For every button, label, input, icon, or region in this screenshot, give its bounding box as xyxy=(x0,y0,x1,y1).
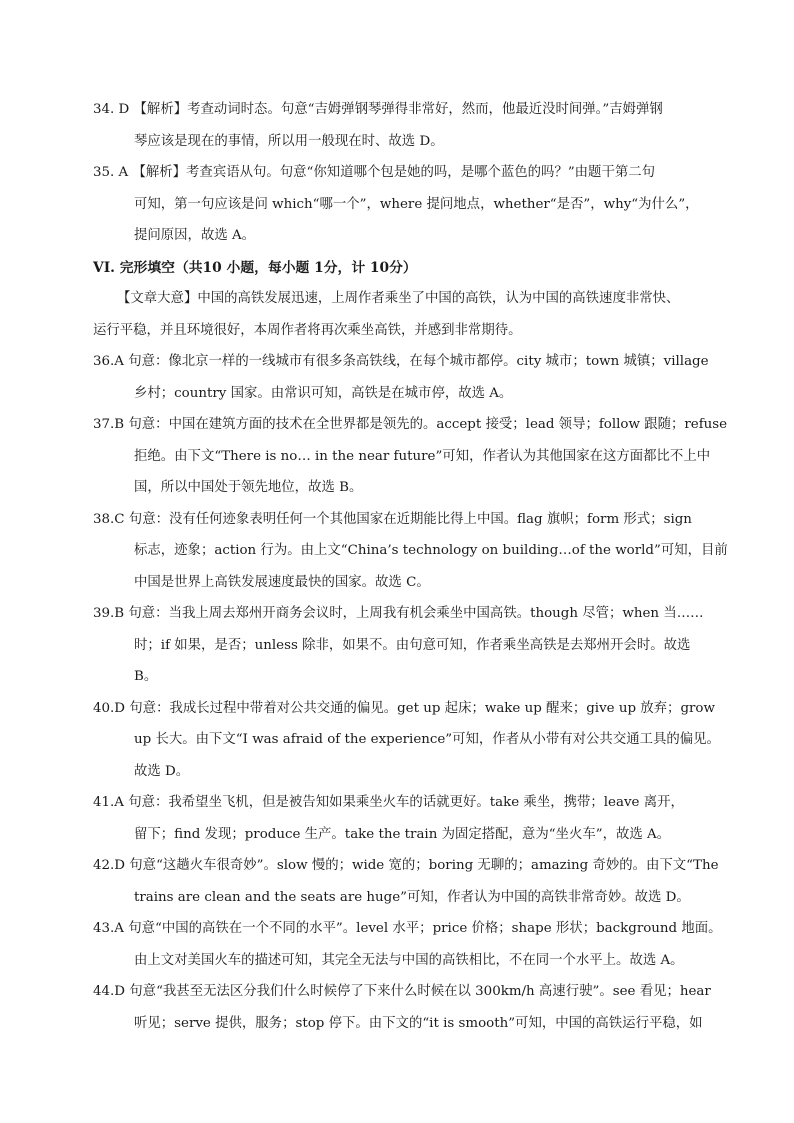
answer-continuation: 中国是世界上高铁发展速度最快的国家。故选 C。 xyxy=(134,574,430,590)
answer-continuation: 乡村；country 国家。由常识可知，高铁是在城市停，故选 A。 xyxy=(134,385,513,401)
answer-continuation: 提问原因，故选 A。 xyxy=(134,228,256,243)
answer-continuation: up 长大。由下文“I was afraid of the experience”可知，作者从小带有对公共交通工具的偏见。 xyxy=(134,732,720,747)
answer-continuation: trains are clean and the seats are huge”可知，作者认为中国的高铁非常奇妙。故选 D。 xyxy=(134,889,690,905)
answer-line: 38.C 句意：没有任何迹象表明任何一个其他国家在近期能比得上中国。flag 旗帜；form 形式；sign xyxy=(93,511,692,527)
answer-continuation: 由上文对美国火车的描述可知，其完全无法与中国的高铁相比，不在同一个水平上。故选 A。 xyxy=(134,952,684,968)
section-heading: VI. 完形填空（共10 小题，每小题 1分，计 10分） xyxy=(93,259,417,276)
answer-continuation: 拒绝。由下文“There is no… in the near future”可知，作者认为其他国家在这方面都比不上中 xyxy=(134,448,711,464)
answer-continuation: 可知，第一句应该是问 which“哪一个”，where 提问地点，whether“是否”，why“为什么”， xyxy=(134,196,699,212)
answer-line: 41.A 句意：我希望坐飞机，但是被告知如果乘坐火车的话就更好。take 乘坐，携带；leave 离开， xyxy=(93,795,684,810)
answer-line: 43.A 句意“中国的高铁在一个不同的水平”。level 水平；price 价格；shape 形状；background 地面。 xyxy=(93,921,722,936)
summary-line: 运行平稳，并且环境很好，本周作者将再次乘坐高铁，并感到非常期待。 xyxy=(93,322,522,338)
answer-line: 34. D 【解析】考查动词时态。句意“吉姆弹钢琴弹得非常好，然而，他最近没时间弹。”吉姆弹钢 xyxy=(93,102,663,117)
answer-continuation: 听见；serve 提供，服务；stop 停下。由下文的“it is smooth”可知，中国的高铁运行平稳，如 xyxy=(134,1015,703,1031)
answer-continuation: 标志，迹象；action 行为。由上文“China’s technology on building…of the world”可知，目前 xyxy=(134,543,728,558)
answer-line: 44.D 句意“我甚至无法区分我们什么时候停了下来什么时候在以 300km/h 高速行驶”。see 看见；hear xyxy=(93,984,711,999)
summary-line: 【文章大意】中国的高铁发展迅速，上周作者乘坐了中国的高铁，认为中国的高铁速度非常快、 xyxy=(117,291,680,306)
answer-line: 35. A 【解析】考查宾语从句。句意“你知道哪个包是她的吗，是哪个蓝色的吗？”由题干第二句 xyxy=(93,165,656,180)
answer-continuation: B。 xyxy=(134,669,158,684)
answer-continuation: 留下；find 发现；produce 生产。take the train 为固定搭配，意为“坐火车”，故选 A。 xyxy=(134,826,671,842)
answer-line: 37.B 句意：中国在建筑方面的技术在全世界都是领先的。accept 接受；lead 领导；follow 跟随；refuse xyxy=(93,417,728,432)
answer-continuation: 国，所以中国处于领先地位，故选 B。 xyxy=(134,480,363,495)
answer-line: 42.D 句意“这趟火车很奇妙”。slow 慢的；wide 宽的；boring 无聊的；amazing 奇妙的。由下文“The xyxy=(93,858,719,873)
answer-line: 39.B 句意：当我上周去郑州开商务会议时，上周我有机会乘坐中国高铁。though 尽管；when 当…… xyxy=(93,606,704,621)
answer-continuation: 故选 D。 xyxy=(134,763,190,779)
answer-continuation: 琴应该是现在的事情，所以用一般现在时、故选 D。 xyxy=(134,133,444,149)
answer-continuation: 时；if 如果，是否；unless 除非，如果不。由句意可知，作者乘坐高铁是去郑州开会时。故选 xyxy=(134,637,691,653)
answer-line: 40.D 句意：我成长过程中带着对公共交通的偏见。get up 起床；wake up 醒来；give up 放弃；grow xyxy=(93,700,715,716)
answer-line: 36.A 句意：像北京一样的一线城市有很多条高铁线，在每个城市都停。city 城市；town 城镇；village xyxy=(93,354,709,369)
